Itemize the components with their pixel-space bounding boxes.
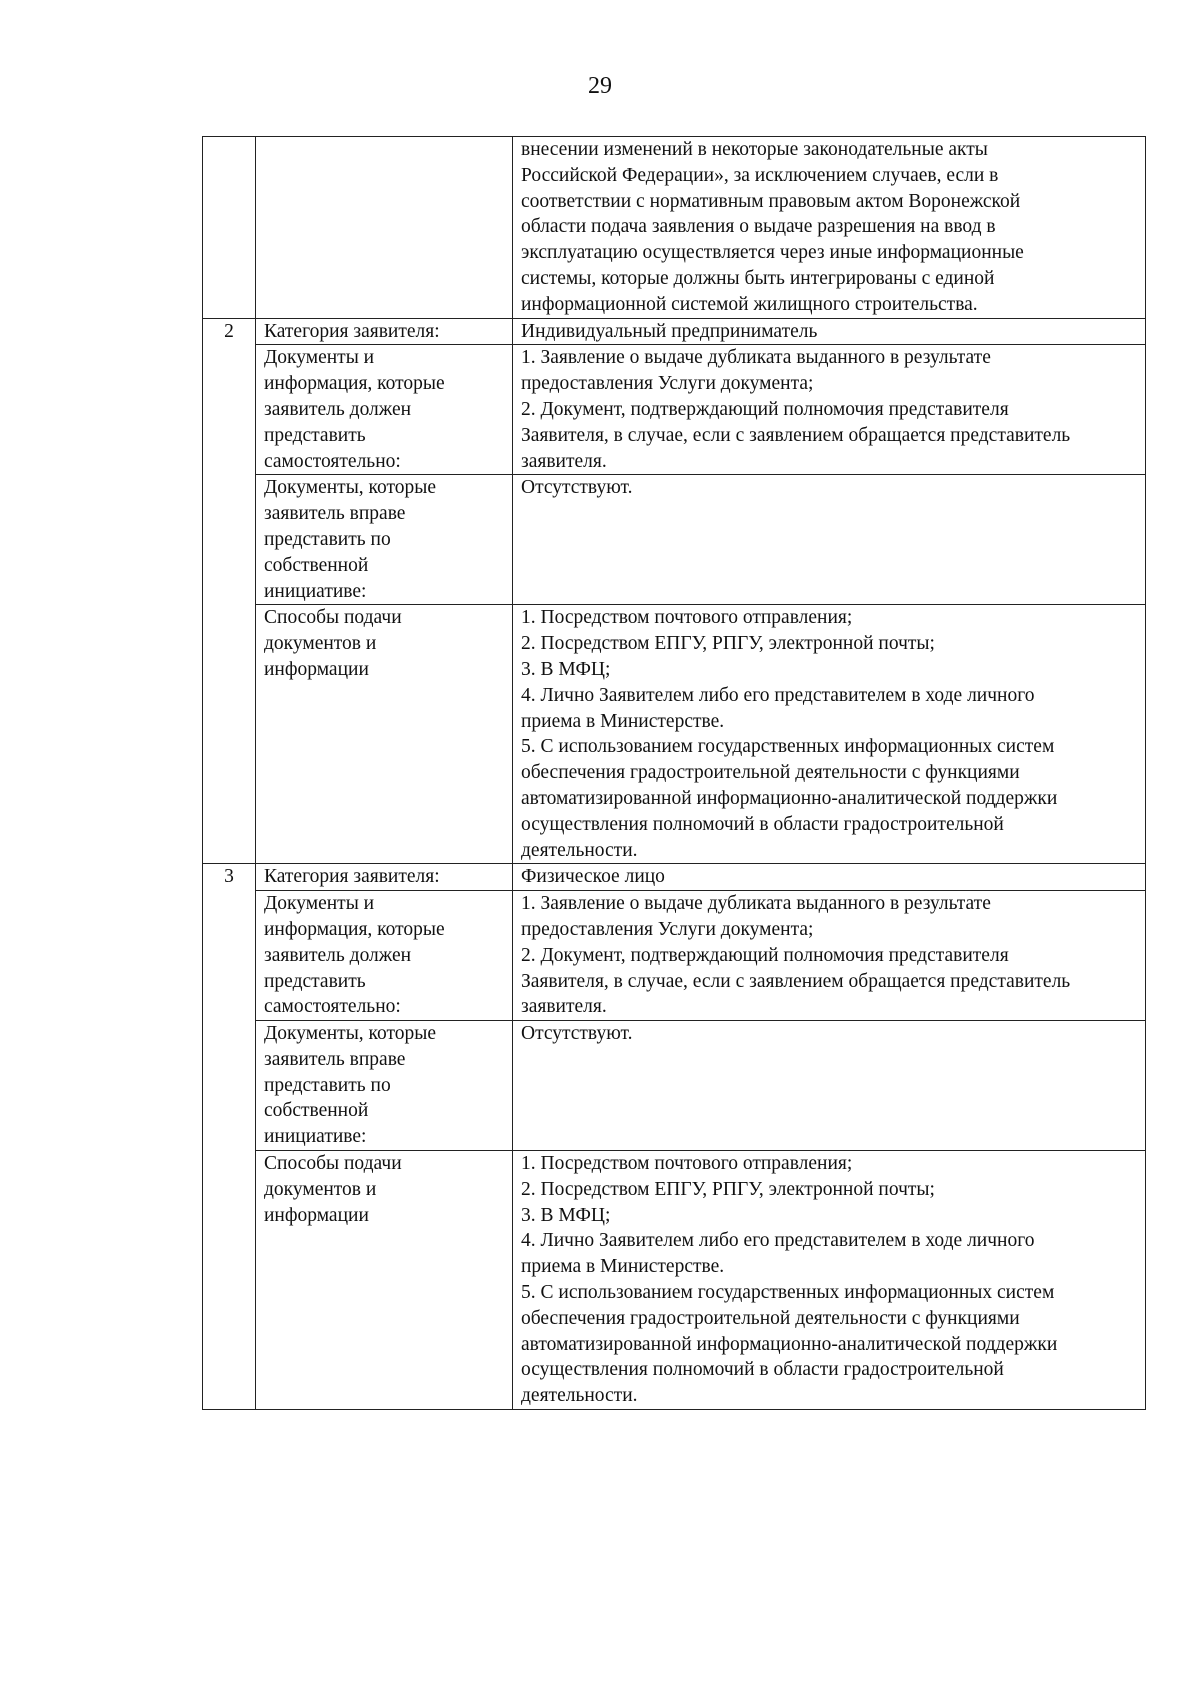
category-label-3: Категория заявителя: (256, 864, 513, 891)
text-line: Заявителя, в случае, если с заявлением обращается представитель (521, 970, 1071, 992)
text-line: информация, которые (264, 918, 445, 940)
label-cell (256, 137, 513, 319)
text-line: системы, которые должны быть интегрированы с единой (521, 267, 995, 289)
initiative-label-2 (256, 475, 513, 605)
table-row-initiative-3 (203, 1021, 1146, 1151)
text-line: обеспечения градостроительной деятельности с функциями (521, 1307, 1020, 1329)
table-row-category-3 (203, 864, 1146, 891)
text-line: Способы подачи (264, 607, 402, 629)
text-line: заявитель должен (264, 944, 412, 966)
text-line: приема в Министерстве. (521, 710, 725, 732)
text-line: 2. Документ, подтверждающий полномочия представителя (521, 398, 1009, 420)
text-line: автоматизированной информационно-аналитической поддержки (521, 1333, 1058, 1355)
text-line: заявителя. (521, 996, 607, 1018)
text-line: 5. С использованием государственных информационных систем (521, 736, 1055, 758)
text-line: Способы подачи (264, 1153, 402, 1175)
table-row-docs-2 (203, 345, 1146, 475)
table-row-category-2 (203, 318, 1146, 345)
text-line: внесении изменений в некоторые законодательные акты (521, 139, 988, 160)
text-line: Документы, которые (264, 1023, 437, 1045)
text-line: собственной (264, 1100, 369, 1122)
text-line: области подача заявления о выдаче разрешения на ввод в (521, 216, 996, 238)
text-line: документов и (264, 633, 377, 655)
text-line: заявитель должен (264, 398, 412, 420)
row-number-3: 3 (203, 864, 256, 1410)
text-line: заявителя. (521, 450, 607, 472)
text-line: 5. С использованием государственных информационных систем (521, 1282, 1055, 1304)
text-line: инициативе: (264, 1126, 367, 1148)
initiative-value-3: Отсутствуют. (513, 1021, 1146, 1151)
text-line: информационной системой жилищного строительства. (521, 293, 978, 315)
text-line: представить по (264, 528, 391, 550)
text-line: 1. Заявление о выдаче дубликата выданного в результате (521, 893, 991, 915)
text-line: Российской Федерации», за исключением случаев, если в (521, 164, 999, 186)
row-number-2: 2 (203, 318, 256, 864)
table-row-ways-2 (203, 605, 1146, 864)
text-line: приема в Министерстве. (521, 1256, 725, 1278)
text-line: автоматизированной информационно-аналитической поддержки (521, 787, 1058, 809)
text-line: осуществления полномочий в области градостроительной (521, 813, 1004, 835)
category-value-3: Физическое лицо (513, 864, 1146, 891)
text-line: 3. В МФЦ; (521, 1204, 611, 1226)
text-line: 1. Посредством почтового отправления; (521, 1153, 853, 1175)
text-line: заявитель вправе (264, 503, 406, 525)
text-line: самостоятельно: (264, 996, 401, 1018)
text-line: деятельности. (521, 839, 638, 861)
text-line: представить (264, 970, 366, 992)
text-line: 4. Лично Заявителем либо его представителем в ходе личного (521, 1230, 1035, 1252)
text-line: информации (264, 1204, 369, 1226)
text-line: представить (264, 424, 366, 446)
ways-label-2 (256, 605, 513, 864)
text-line: предоставления Услуги документа; (521, 918, 814, 940)
table-row-continuation (203, 137, 1146, 319)
text-line: деятельности. (521, 1385, 638, 1407)
text-line: Заявителя, в случае, если с заявлением обращается представитель (521, 424, 1071, 446)
text-line: 1. Заявление о выдаче дубликата выданного в результате (521, 347, 991, 369)
docs-value-2 (513, 345, 1146, 475)
text-line: информации (264, 658, 369, 680)
text-line: предоставления Услуги документа; (521, 373, 814, 395)
category-value-2: Индивидуальный предприниматель (513, 318, 1146, 345)
text-line: документов и (264, 1178, 377, 1200)
text-line: инициативе: (264, 580, 367, 602)
ways-value-2 (513, 605, 1146, 864)
docs-label-2 (256, 345, 513, 475)
text-line: заявитель вправе (264, 1048, 406, 1070)
services-table (202, 136, 1146, 1410)
page-number: 29 (588, 73, 612, 99)
ways-label-3 (256, 1151, 513, 1410)
text-line: самостоятельно: (264, 450, 401, 472)
initiative-label-3 (256, 1021, 513, 1151)
docs-value-3 (513, 891, 1146, 1021)
continuation-text (513, 137, 1146, 319)
text-line: Документы и (264, 347, 375, 369)
initiative-value-2: Отсутствуют. (513, 475, 1146, 605)
text-line: информация, которые (264, 373, 445, 395)
table-row-ways-3 (203, 1151, 1146, 1410)
text-line: 4. Лично Заявителем либо его представителем в ходе личного (521, 684, 1035, 706)
text-line: собственной (264, 554, 369, 576)
table-row-docs-3 (203, 891, 1146, 1021)
category-label-2: Категория заявителя: (256, 318, 513, 345)
text-line: эксплуатацию осуществляется через иные информационные (521, 242, 1024, 264)
text-line: обеспечения градостроительной деятельности с функциями (521, 762, 1020, 784)
row-number-cell (203, 137, 256, 319)
text-line: осуществления полномочий в области градостроительной (521, 1359, 1004, 1381)
text-line: Документы, которые (264, 477, 437, 499)
text-line: 1. Посредством почтового отправления; (521, 607, 853, 629)
ways-value-3 (513, 1151, 1146, 1410)
text-line: соответствии с нормативным правовым актом Воронежской (521, 190, 1021, 212)
text-line: Документы и (264, 893, 375, 915)
text-line: 3. В МФЦ; (521, 658, 611, 680)
text-line: 2. Посредством ЕПГУ, РПГУ, электронной почты; (521, 633, 935, 655)
text-line: 2. Документ, подтверждающий полномочия представителя (521, 944, 1009, 966)
text-line: представить по (264, 1074, 391, 1096)
docs-label-3 (256, 891, 513, 1021)
table-row-initiative-2 (203, 475, 1146, 605)
text-line: 2. Посредством ЕПГУ, РПГУ, электронной почты; (521, 1178, 935, 1200)
